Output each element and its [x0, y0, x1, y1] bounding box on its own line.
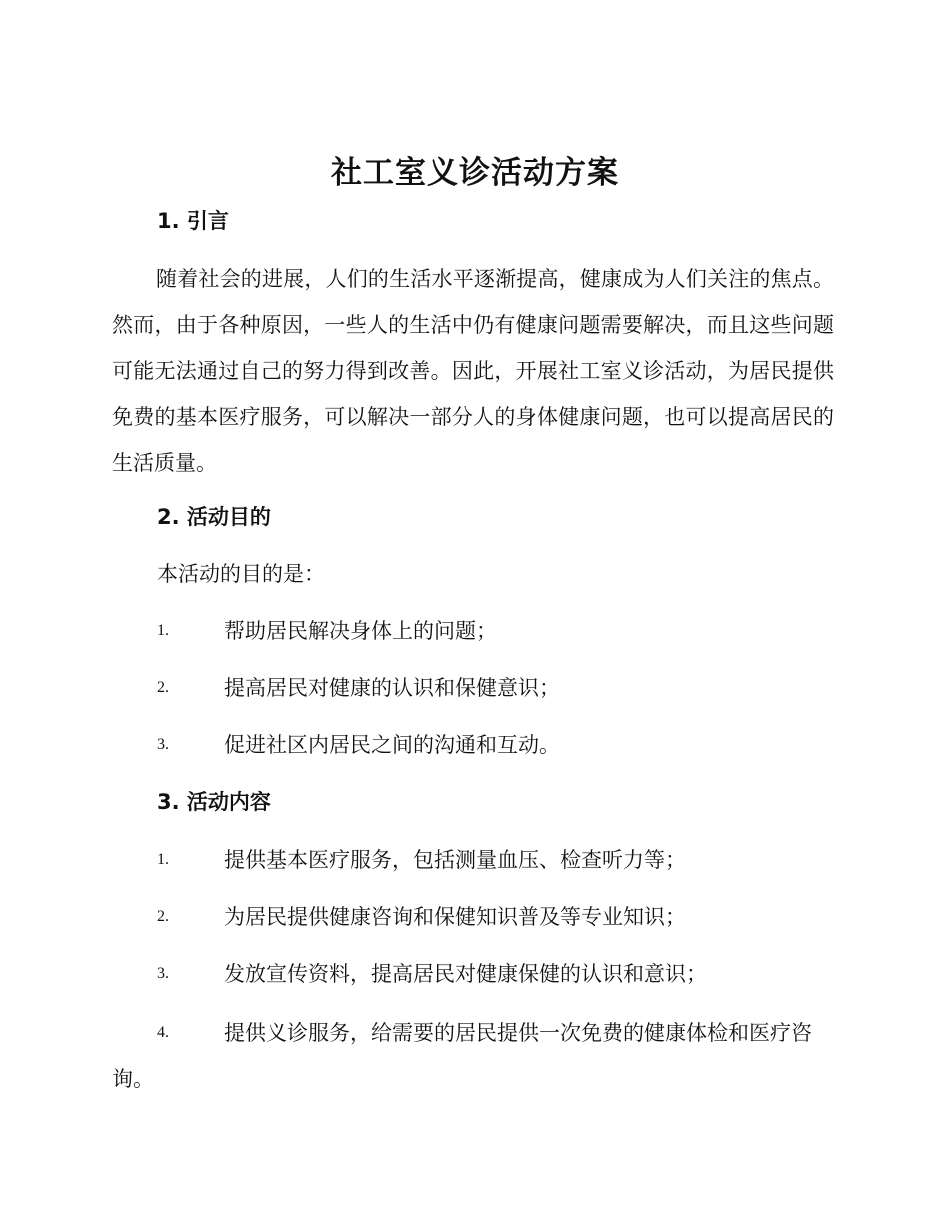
list-item-text: 发放宣传资料，提高居民对健康保健的认识和意识； — [224, 962, 707, 986]
list-item-text: 提供义诊服务，给需要的居民提供一次免费的健康体检和医疗咨询。 — [112, 1021, 812, 1091]
list-item-text: 帮助居民解决身体上的问题； — [224, 619, 497, 643]
document-title: 社工室义诊活动方案 — [331, 155, 619, 191]
list-marker: 2. — [157, 679, 169, 696]
list-marker: 2. — [157, 908, 169, 925]
list-marker: 3. — [157, 965, 169, 982]
introduction-paragraph: 随着社会的进展，人们的生活水平逐渐提高，健康成为人们关注的焦点。然而，由于各种原因，一些人的生活中仍有健康问题需要解决，而且这些问题可能无法通过自己的努力得到改善。因此，开展社工室义诊活动，为居民提供免费的基本医疗服务，可以解决一部分人的身体健康问题，也可以提高居民的生活质量。 — [112, 267, 834, 475]
purpose-list-item — [112, 730, 834, 760]
list-marker: 4. — [157, 1024, 169, 1041]
content-list-item — [112, 845, 834, 875]
section-heading-purpose: 2. 活动目的 — [157, 505, 271, 529]
purpose-list-item — [112, 616, 834, 646]
content-list-item — [112, 902, 834, 932]
list-item-text: 促进社区内居民之间的沟通和互动。 — [224, 733, 560, 757]
list-item-text: 提高居民对健康的认识和保健意识； — [224, 676, 560, 700]
list-marker: 1. — [157, 622, 169, 639]
list-item-text: 为居民提供健康咨询和保健知识普及等专业知识； — [224, 905, 686, 929]
purpose-list-item — [112, 673, 834, 703]
content-list-item — [112, 959, 834, 989]
section-heading-introduction: 1. 引言 — [157, 209, 229, 233]
list-item-text: 提供基本医疗服务，包括测量血压、检查听力等； — [224, 848, 686, 872]
purpose-intro: 本活动的目的是： — [157, 562, 325, 586]
list-marker: 3. — [157, 736, 169, 753]
content-list-item — [112, 1010, 834, 1102]
section-heading-content: 3. 活动内容 — [157, 790, 271, 814]
list-marker: 1. — [157, 851, 169, 868]
